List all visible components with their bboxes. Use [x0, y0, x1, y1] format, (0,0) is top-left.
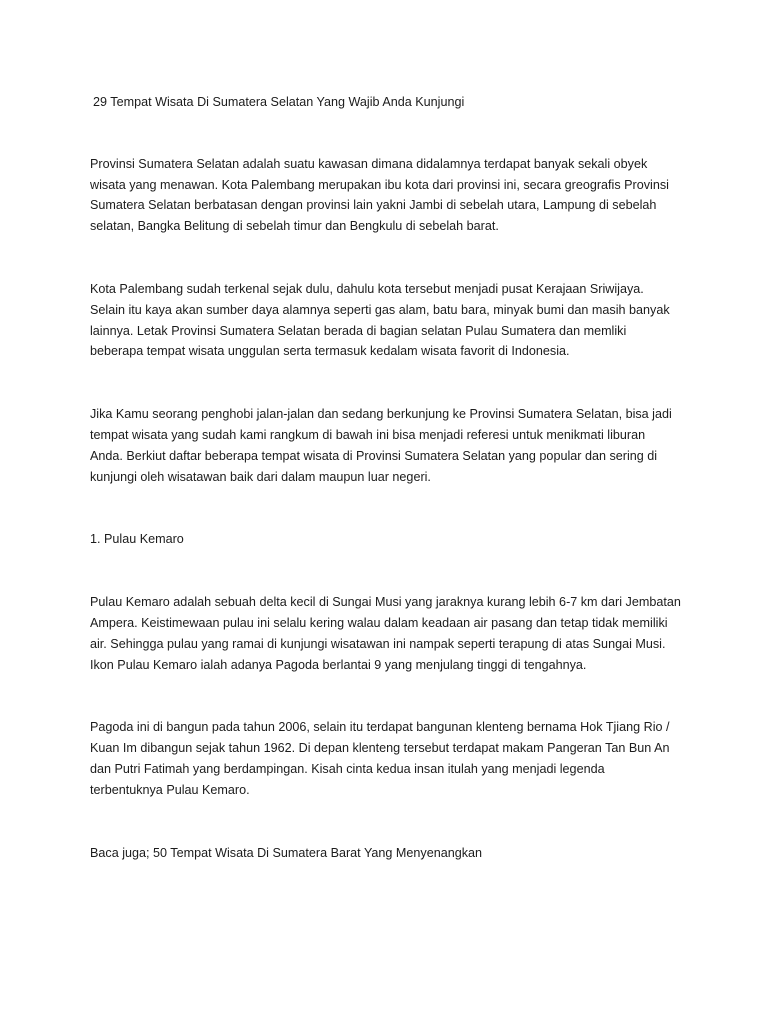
document-title: 29 Tempat Wisata Di Sumatera Selatan Yang Wajib Anda Kunjungi — [93, 95, 465, 109]
baca-juga-text: Baca juga; 50 Tempat Wisata Di Sumatera Barat Yang Menyenangkan — [90, 845, 483, 860]
paragraph-travel: Jika Kamu seorang penghobi jalan-jalan dan sedang berkunjung ke Provinsi Sumatera Selatan, bisa jadi tempat wisata yang sudah kami rangkum di bawah ini bisa menjadi referesi untuk menikmati liburan Anda. Berkiut daftar beberapa tempat wisata di Provinsi Sumatera Selatan yang popular dan sering di kunjungi oleh wisatawan baik dari dalam maupun luar negeri. — [90, 407, 672, 484]
paragraph-palembang: Kota Palembang sudah terkenal sejak dulu, dahulu kota tersebut menjadi pusat Kerajaan Sriwijaya. Selain itu kaya akan sumber daya alamnya seperti gas alam, batu bara, minyak bumi dan masih banyak lainnya. Letak Provinsi Sumatera Selatan berada di bagian selatan Pulau Sumatera dan memliki beberapa tempat wisata unggulan serta termasuk kedalam wisata favorit di Indonesia. — [90, 281, 670, 359]
document-body — [90, 92, 690, 863]
section-heading-pulau-kemaro: 1. Pulau Kemaro — [90, 532, 184, 547]
paragraph-pagoda: Pagoda ini di bangun pada tahun 2006, selain itu terdapat bangunan klenteng bernama Hok Tjiang Rio / Kuan Im dibangun sejak tahun 1962. Di depan klenteng tersebut terdapat makam Pangeran Tan Bun An dan Putri Fatimah yang berdampingan. Kisah cinta kedua insan itulah yang menjadi legenda terbentuknya Pulau Kemaro. — [90, 720, 670, 797]
paragraph-intro: Provinsi Sumatera Selatan adalah suatu kawasan dimana didalamnya terdapat banyak sekali obyek wisata yang menawan. Kota Palembang merupakan ibu kota dari provinsi ini, secara greografis Provinsi Sumatera Selatan berbatasan dengan provinsi lain yakni Jambi di sebelah utara, Lampung di sebelah selatan, Bangka Belitung di sebelah timur dan Bengkulu di sebelah barat. — [90, 156, 669, 234]
paragraph-pulau-kemaro: Pulau Kemaro adalah sebuah delta kecil di Sungai Musi yang jaraknya kurang lebih 6-7 km dari Jembatan Ampera. Keistimewaan pulau ini selalu kering walau dalam keadaan air pasang dan tetap tidak memiliki air. Sehingga pulau yang ramai di kunjungi wisatawan ini nampak seperti terapung di atas Sungai Musi. Ikon Pulau Kemaro ialah adanya Pagoda berlantai 9 yang menjulang tinggi di tengahnya. — [90, 595, 681, 672]
